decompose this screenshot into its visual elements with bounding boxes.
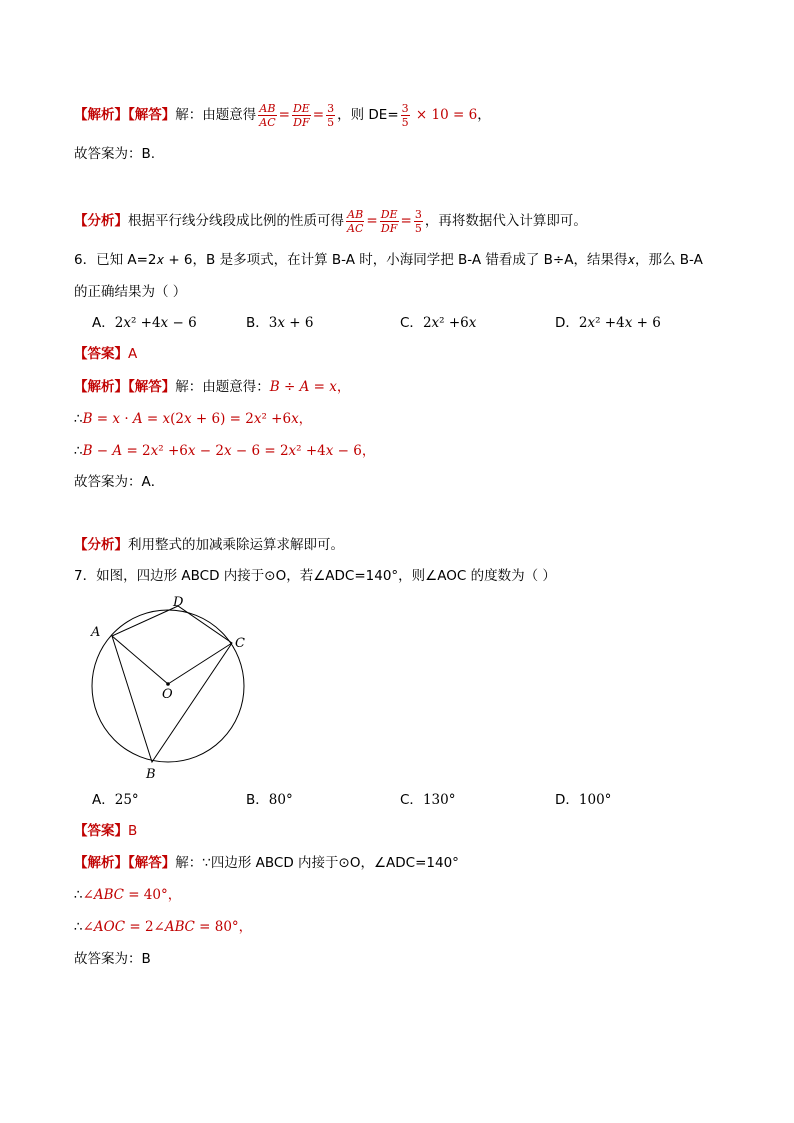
q6-analysis: 【解析】【解答】解：由题意得：𝐵 ÷ 𝐴 = 𝑥， [74,379,351,395]
q7-answer: 【答案】B [74,823,138,839]
q6-fenxi: 【分析】利用整式的加减乘除运算求解即可。 [74,537,344,553]
q7-conclusion: 故答案为：B [74,951,151,967]
q5-fenxi-line: 【分析】根据平行线分线段成比例的性质可得 $\frac{AB}{AC}$ = $\frac{DE}{DF}$ = $\frac{3}{5}$ ，再将数据代入计算即可。 [74,207,587,235]
q6-step1: 𝐵 ÷ 𝐴 = 𝑥， [269,379,351,395]
q5-fenxi-text1: 根据平行线分线段成比例的性质可得 [128,213,344,229]
label-b: B [146,767,156,782]
q5-fenxi-text2: ，再将数据代入计算即可。 [424,213,587,229]
q6-stem-line2: 的正确结果为（ ） [74,284,187,300]
q6-step2: 𝐵 = 𝑥 · 𝐴 = 𝑥(2𝑥 + 6) = 2𝑥² +6𝑥， [82,411,313,427]
label-o: O [162,687,173,702]
label-d: D [173,595,184,610]
quadrilateral-abcd [112,606,232,762]
q5-conclusion: 故答案为：B. [74,146,156,162]
q7-option-c: C．130° [400,792,456,808]
q7-stem: 7．如图，四边形 ABCD 内接于⊙O，若∠ADC=140°，则∠AOC 的度数为（ ） [74,568,556,584]
segment-ao [112,636,168,684]
q7-analysis: 【解析】【解答】解：∵四边形 ABCD 内接于⊙O，∠ADC=140° [74,855,459,871]
q5-analysis-line: 【解析】【解答】解：由题意得 $\frac{AB}{AC}$ = $\frac{DE}{DF}$ = $\frac{3}{5}$ ，则 DE= $\frac{3}{5}$ × 10 = 6， [74,101,491,129]
q6-step2-line: ∴𝐵 = 𝑥 · 𝐴 = 𝑥(2𝑥 + 6) = 2𝑥² +6𝑥， [74,411,313,427]
q5-fraction-de-df: $\frac{DE}{DF}$ [292,101,310,129]
q7-option-b: B．80° [246,792,293,808]
q6-stem-line1: 6．已知 A=2𝑥 + 6，B 是多项式，在计算 B-A 时，小海同学把 B-A 错看成了 B÷A，结果得𝑥，那么 B-A [74,252,703,268]
q5-fraction-3-5-b: $\frac{3}{5}$ [401,101,409,129]
center-point-o [166,682,170,686]
q6-answer: 【答案】A [74,346,138,362]
q6-step3: 𝐵 − 𝐴 = 2𝑥² +6𝑥 − 2𝑥 − 6 = 2𝑥² +4𝑥 − 6， [82,443,376,459]
q7-answer-value: B [128,823,138,839]
q6-option-a: A．2𝑥² +4𝑥 − 6 [92,315,197,331]
q6-step3-line: ∴𝐵 − 𝐴 = 2𝑥² +6𝑥 − 2𝑥 − 6 = 2𝑥² +4𝑥 − 6， [74,443,376,459]
q6-conclusion: 故答案为：A． [74,474,165,490]
q6-option-c: C．2𝑥² +6𝑥 [400,315,477,331]
circle-o [92,610,244,762]
q6-answer-value: A [128,346,138,362]
q5-fraction-3-5: $\frac{3}{5}$ [327,101,335,129]
q5-fraction-ab-ac: $\frac{AB}{AC}$ [259,101,276,129]
q5-analysis-prefix: 解：由题意得 [175,107,257,123]
q6-option-b: B．3𝑥 + 6 [246,315,314,331]
q7-step1-line: ∴∠𝐴𝐵𝐶 = 40°， [74,887,182,903]
q7-step2: ∠𝐴𝑂𝐶 = 2∠𝐴𝐵𝐶 = 80°， [82,919,253,935]
q5-fenxi-tag: 【分析】 [74,213,128,229]
segment-co [168,643,232,684]
q5-then-text: ，则 DE= [337,107,399,123]
label-a: A [91,625,101,640]
q7-option-d: D．100° [555,792,612,808]
q5-analysis-tag: 【解析】【解答】 [74,107,176,123]
circle-quadrilateral-figure [82,590,262,790]
q7-step2-line: ∴∠𝐴𝑂𝐶 = 2∠𝐴𝐵𝐶 = 80°， [74,919,253,935]
q7-option-a: A．25° [92,792,139,808]
q6-option-d: D．2𝑥² +4𝑥 + 6 [555,315,661,331]
q7-step1: ∠𝐴𝐵𝐶 = 40°， [82,887,182,903]
label-c: C [235,636,245,651]
q5-calc: × 10 = 6 [411,107,478,123]
